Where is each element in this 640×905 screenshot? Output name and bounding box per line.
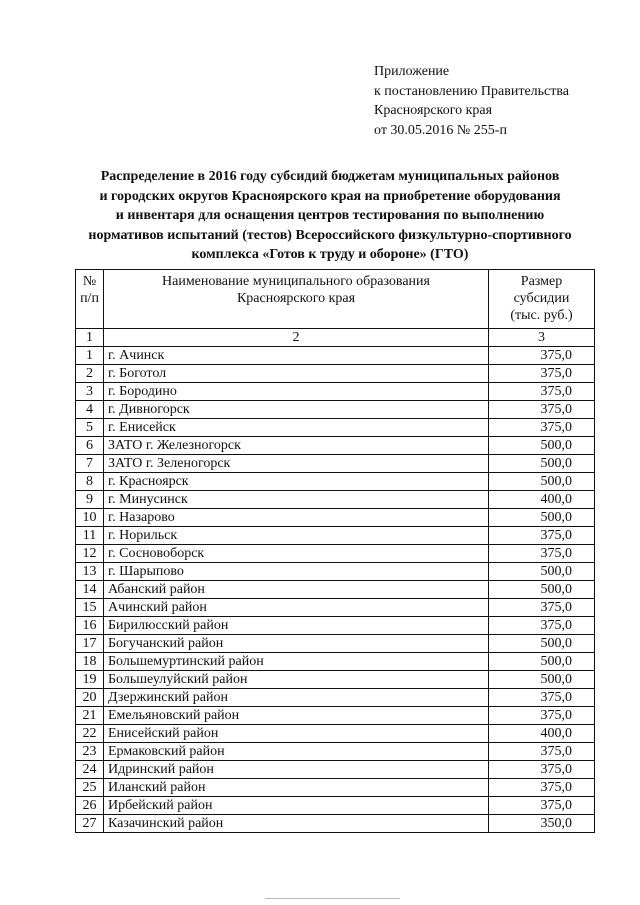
table-row xyxy=(76,635,595,653)
table-row xyxy=(76,365,595,383)
row-value: 375,0 xyxy=(489,365,595,383)
row-name: г. Минусинск xyxy=(104,491,489,509)
row-value: 375,0 xyxy=(489,383,595,401)
header-name-line2: Красноярского края xyxy=(236,291,356,306)
table-row xyxy=(76,725,595,743)
table-row xyxy=(76,599,595,617)
appendix-line: к постановлению Правительства xyxy=(374,83,570,99)
row-name: Абанский район xyxy=(104,581,489,599)
row-value: 500,0 xyxy=(489,635,595,653)
table-row xyxy=(76,707,595,725)
row-name: г. Красноярск xyxy=(104,473,489,491)
table-row xyxy=(76,419,595,437)
row-value: 500,0 xyxy=(489,581,595,599)
subsidy-table xyxy=(75,269,595,833)
header-value xyxy=(489,270,595,329)
page-footer-line xyxy=(265,898,400,899)
row-number: 26 xyxy=(76,797,104,815)
row-name: Ермаковский район xyxy=(104,743,489,761)
row-number: 6 xyxy=(76,437,104,455)
row-value: 375,0 xyxy=(489,527,595,545)
row-number: 1 xyxy=(76,347,104,365)
header-name xyxy=(104,270,489,329)
row-name: Большемуртинский район xyxy=(104,653,489,671)
row-number: 21 xyxy=(76,707,104,725)
appendix-line: Приложение xyxy=(374,64,450,79)
row-number: 8 xyxy=(76,473,104,491)
table-row xyxy=(76,437,595,455)
table-row xyxy=(76,491,595,509)
row-value: 500,0 xyxy=(489,671,595,689)
row-name: ЗАТО г. Железногорск xyxy=(104,437,489,455)
row-name: ЗАТО г. Зеленогорск xyxy=(104,455,489,473)
table-row xyxy=(76,347,595,365)
row-value: 500,0 xyxy=(489,455,595,473)
row-number: 19 xyxy=(76,671,104,689)
row-number: 14 xyxy=(76,581,104,599)
row-name: г. Шарыпово xyxy=(104,563,489,581)
title-line: комплекса «Готов к труду и обороне» (ГТО) xyxy=(191,247,469,262)
row-number: 7 xyxy=(76,455,104,473)
appendix-block xyxy=(374,62,569,140)
row-number: 2 xyxy=(76,365,104,383)
title-line: и городских округов Красноярского края на приобретение оборудования xyxy=(99,188,561,204)
row-value: 375,0 xyxy=(489,743,595,761)
row-number: 13 xyxy=(76,563,104,581)
row-value: 375,0 xyxy=(489,797,595,815)
table-row xyxy=(76,689,595,707)
row-number: 18 xyxy=(76,653,104,671)
row-name: Емельяновский район xyxy=(104,707,489,725)
table-row xyxy=(76,401,595,419)
row-value: 375,0 xyxy=(489,545,595,563)
row-name: Ачинский район xyxy=(104,599,489,617)
row-value: 375,0 xyxy=(489,707,595,725)
table-row xyxy=(76,581,595,599)
row-value: 500,0 xyxy=(489,473,595,491)
row-name: г. Сосновоборск xyxy=(104,545,489,563)
table-row xyxy=(76,545,595,563)
row-value: 375,0 xyxy=(489,419,595,437)
row-name: Бирилюсский район xyxy=(104,617,489,635)
header-value-line3: (тыс. руб.) xyxy=(510,308,573,323)
column-index: 2 xyxy=(104,329,489,347)
row-name: Ирбейский район xyxy=(104,797,489,815)
title-line: нормативов испытаний (тестов) Всероссийского физкультурно-спортивного xyxy=(88,227,572,243)
appendix-line: Красноярского края xyxy=(374,103,493,118)
column-index-row xyxy=(76,329,595,347)
table-row xyxy=(76,527,595,545)
row-name: Иланский район xyxy=(104,779,489,797)
column-index: 3 xyxy=(489,329,595,347)
row-name: Идринский район xyxy=(104,761,489,779)
row-number: 3 xyxy=(76,383,104,401)
title-line: и инвентаря для оснащения центров тестирования по выполнению xyxy=(115,208,545,223)
row-value: 375,0 xyxy=(489,599,595,617)
table-row xyxy=(76,671,595,689)
row-name: Богучанский район xyxy=(104,635,489,653)
row-value: 500,0 xyxy=(489,509,595,527)
row-number: 5 xyxy=(76,419,104,437)
row-number: 16 xyxy=(76,617,104,635)
row-name: г. Ачинск xyxy=(104,347,489,365)
row-value: 375,0 xyxy=(489,689,595,707)
row-name: Енисейский район xyxy=(104,725,489,743)
row-name: г. Норильск xyxy=(104,527,489,545)
table-row xyxy=(76,473,595,491)
row-value: 400,0 xyxy=(489,725,595,743)
table-row xyxy=(76,797,595,815)
header-value-line1: Размер xyxy=(520,274,563,289)
row-name: Большеулуйский район xyxy=(104,671,489,689)
row-name: Дзержинский район xyxy=(104,689,489,707)
header-name-line1: Наименование муниципального образования xyxy=(162,274,430,289)
table-row xyxy=(76,779,595,797)
row-name: г. Боготол xyxy=(104,365,489,383)
header-number-line1: № xyxy=(82,274,97,289)
table-row xyxy=(76,761,595,779)
row-value: 500,0 xyxy=(489,437,595,455)
table-row xyxy=(76,617,595,635)
column-index: 1 xyxy=(76,329,104,347)
row-number: 27 xyxy=(76,815,104,833)
header-number-line2: п/п xyxy=(80,291,99,306)
table-row xyxy=(76,509,595,527)
row-number: 22 xyxy=(76,725,104,743)
title-line: Распределение в 2016 году субсидий бюджетам муниципальных районов xyxy=(100,169,560,184)
row-number: 17 xyxy=(76,635,104,653)
document-title xyxy=(70,167,590,265)
header-value-line2: субсидии xyxy=(513,291,570,306)
row-number: 20 xyxy=(76,689,104,707)
row-number: 10 xyxy=(76,509,104,527)
table-row xyxy=(76,383,595,401)
row-name: г. Дивногорск xyxy=(104,401,489,419)
row-number: 24 xyxy=(76,761,104,779)
row-name: Казачинский район xyxy=(104,815,489,833)
row-number: 25 xyxy=(76,779,104,797)
row-number: 23 xyxy=(76,743,104,761)
row-value: 375,0 xyxy=(489,779,595,797)
header-number xyxy=(76,270,104,329)
row-number: 4 xyxy=(76,401,104,419)
row-name: г. Назарово xyxy=(104,509,489,527)
table-row xyxy=(76,653,595,671)
row-value: 375,0 xyxy=(489,347,595,365)
row-value: 500,0 xyxy=(489,563,595,581)
row-value: 375,0 xyxy=(489,617,595,635)
row-number: 11 xyxy=(76,527,104,545)
row-number: 15 xyxy=(76,599,104,617)
row-value: 375,0 xyxy=(489,761,595,779)
row-number: 12 xyxy=(76,545,104,563)
table-row xyxy=(76,815,595,833)
row-value: 400,0 xyxy=(489,491,595,509)
row-value: 350,0 xyxy=(489,815,595,833)
table-row xyxy=(76,455,595,473)
appendix-date-line: от 30.05.2016 № 255-п xyxy=(374,122,507,138)
subsidy-table-body xyxy=(76,270,595,833)
table-header-row xyxy=(76,270,595,329)
table-row xyxy=(76,743,595,761)
row-value: 375,0 xyxy=(489,401,595,419)
row-value: 500,0 xyxy=(489,653,595,671)
row-number: 9 xyxy=(76,491,104,509)
row-name: г. Бородино xyxy=(104,383,489,401)
row-name: г. Енисейск xyxy=(104,419,489,437)
table-row xyxy=(76,563,595,581)
